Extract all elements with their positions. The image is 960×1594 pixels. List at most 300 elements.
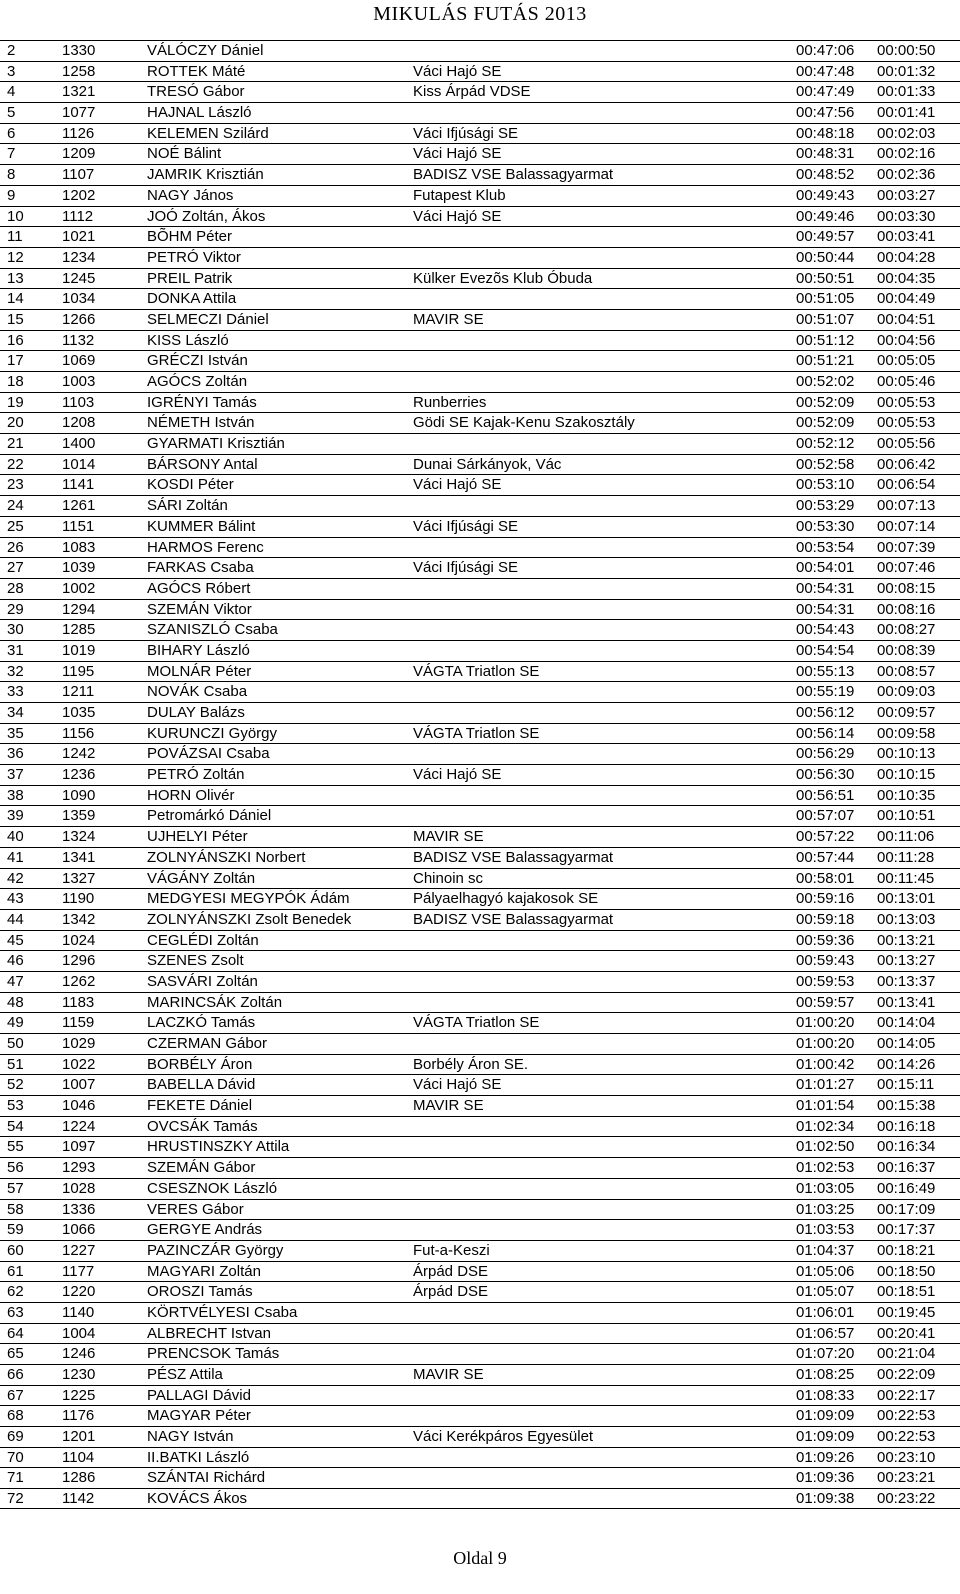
time-gap-cell: 00:05:05 [877,352,936,370]
position-cell: 13 [7,269,24,287]
runner-name-cell: OROSZI Tamás [147,1283,253,1301]
results-table [0,40,960,1509]
table-row [0,599,960,620]
table-row [0,1157,960,1178]
table-row [0,1136,960,1157]
table-row [0,764,960,785]
table-row [0,1095,960,1116]
runner-name-cell: PAZINCZÁR György [147,1241,284,1259]
club-cell: Váci Hajó SE [413,766,502,784]
bib-number-cell: 1035 [62,704,96,721]
runner-name-cell: NÉMETH István [147,414,255,432]
table-row [0,371,960,392]
time-gap-cell: 00:19:45 [877,1303,936,1321]
runner-name-cell: CSESZNOK László [147,1179,278,1197]
finish-time-cell: 00:53:10 [796,476,855,494]
time-gap-cell: 00:16:49 [877,1179,936,1197]
time-gap-cell: 00:18:51 [877,1283,936,1301]
table-row [0,950,960,971]
club-cell: MAVIR SE [413,828,484,846]
position-cell: 45 [7,931,24,949]
table-row [0,1054,960,1075]
finish-time-cell: 00:57:22 [796,828,855,846]
finish-time-cell: 00:47:06 [796,42,855,59]
table-row [0,992,960,1013]
runner-name-cell: PETRÓ Zoltán [147,766,245,784]
position-cell: 5 [7,104,16,122]
table-row [0,309,960,330]
time-gap-cell: 00:15:38 [877,1097,936,1115]
finish-time-cell: 00:51:12 [796,331,855,349]
finish-time-cell: 00:52:02 [796,373,855,390]
runner-name-cell: MOLNÁR Péter [147,662,252,680]
table-row [0,350,960,371]
table-row [0,226,960,247]
bib-number-cell: 1132 [62,331,95,349]
bib-number-cell: 1202 [62,186,96,204]
finish-time-cell: 00:52:58 [796,455,855,473]
runner-name-cell: ZOLNYÁNSZKI Zsolt Benedek [147,910,352,928]
bib-number-cell: 1069 [62,352,96,370]
bib-number-cell: 1262 [62,972,96,990]
finish-time-cell: 00:57:44 [796,848,855,866]
position-cell: 41 [7,848,24,866]
position-cell: 6 [7,124,16,142]
finish-time-cell: 01:03:05 [796,1179,855,1197]
club-cell: Árpád DSE [413,1283,489,1301]
time-gap-cell: 00:11:28 [877,848,935,866]
finish-time-cell: 00:49:46 [796,207,855,225]
bib-number-cell: 1177 [62,1262,95,1280]
bib-number-cell: 1090 [62,786,96,804]
time-gap-cell: 00:08:27 [877,621,936,639]
bib-number-cell: 1400 [62,435,96,453]
club-cell: BADISZ VSE Balassagyarmat [413,848,614,866]
bib-number-cell: 1285 [62,621,96,639]
bib-number-cell: 1083 [62,538,96,556]
finish-time-cell: 00:53:30 [796,517,855,535]
bib-number-cell: 1327 [62,869,96,887]
runner-name-cell: FEKETE Dániel [147,1097,253,1115]
position-cell: 48 [7,993,24,1011]
finish-time-cell: 00:49:57 [796,228,855,246]
club-cell: VÁGTA Triatlon SE [413,724,540,742]
runner-name-cell: MARINCSÁK Zoltán [147,993,283,1011]
club-cell: Váci Ifjúsági SE [413,559,519,577]
position-cell: 25 [7,517,24,535]
runner-name-cell: VERES Gábor [147,1200,244,1218]
runner-name-cell: DULAY Balázs [147,704,245,721]
finish-time-cell: 00:54:43 [796,621,855,639]
club-cell: Runberries [413,393,487,411]
club-cell: VÁGTA Triatlon SE [413,1014,540,1032]
table-row [0,1219,960,1240]
runner-name-cell: NAGY János [147,186,234,204]
club-cell: Gödi SE Kajak-Kenu Szakosztály [413,414,635,432]
club-cell: Chinoin sc [413,869,484,887]
runner-name-cell: CZERMAN Gábor [147,1035,268,1052]
runner-name-cell: AGÓCS Róbert [147,579,251,597]
runner-name-cell: NOVÁK Csaba [147,683,248,701]
runner-name-cell: GRÉCZI István [147,352,248,370]
position-cell: 71 [7,1469,24,1487]
time-gap-cell: 00:16:37 [877,1159,936,1177]
position-cell: 53 [7,1097,24,1115]
finish-time-cell: 01:02:53 [796,1159,855,1177]
finish-time-cell: 01:03:53 [796,1221,855,1239]
time-gap-cell: 00:04:56 [877,331,936,349]
finish-time-cell: 01:09:26 [796,1448,855,1466]
time-gap-cell: 00:17:37 [877,1221,936,1239]
club-cell: BADISZ VSE Balassagyarmat [413,910,614,928]
time-gap-cell: 00:01:33 [877,83,936,101]
table-row [0,454,960,475]
bib-number-cell: 1296 [62,952,96,970]
bib-number-cell: 1324 [62,828,96,846]
table-row [0,578,960,599]
finish-time-cell: 01:08:33 [796,1386,855,1404]
runner-name-cell: BORBÉLY Áron [147,1055,253,1073]
position-cell: 40 [7,828,24,846]
table-row [0,785,960,806]
finish-time-cell: 00:51:07 [796,310,855,328]
table-row [0,888,960,909]
time-gap-cell: 00:04:35 [877,269,936,287]
club-cell: Váci Hajó SE [413,62,502,80]
runner-name-cell: ZOLNYÁNSZKI Norbert [147,848,306,866]
position-cell: 52 [7,1076,24,1094]
finish-time-cell: 01:09:09 [796,1428,855,1446]
position-cell: 29 [7,600,24,618]
runner-name-cell: BÁRSONY Antal [147,455,258,473]
page-title: MIKULÁS FUTÁS 2013 [373,3,587,25]
runner-name-cell: MAGYARI Zoltán [147,1262,261,1280]
runner-name-cell: LACZKÓ Tamás [147,1014,256,1032]
finish-time-cell: 00:53:29 [796,497,855,515]
table-row [0,81,960,102]
position-cell: 24 [7,497,24,515]
time-gap-cell: 00:00:50 [877,42,936,59]
table-row [0,433,960,454]
position-cell: 44 [7,910,24,928]
finish-time-cell: 00:56:29 [796,745,855,763]
time-gap-cell: 00:11:06 [877,828,935,846]
time-gap-cell: 00:04:51 [877,310,936,328]
finish-time-cell: 00:56:51 [796,786,855,804]
position-cell: 43 [7,890,24,908]
finish-time-cell: 00:52:12 [796,435,855,453]
table-row [0,1116,960,1137]
position-cell: 58 [7,1200,24,1218]
runner-name-cell: KELEMEN Szilárd [147,124,269,142]
runner-name-cell: ALBRECHT Istvan [147,1324,271,1342]
runner-name-cell: MAGYAR Péter [147,1407,251,1425]
finish-time-cell: 01:00:42 [796,1055,855,1073]
runner-name-cell: JOÓ Zoltán, Ákos [147,207,266,225]
runner-name-cell: KOVÁCS Ákos [147,1490,248,1508]
table-row [0,557,960,578]
table-row [0,1302,960,1323]
table-row [0,537,960,558]
finish-time-cell: 00:56:14 [796,724,855,742]
bib-number-cell: 1294 [62,600,96,618]
club-cell: Pályaelhagyó kajakosok SE [413,890,599,908]
runner-name-cell: KURUNCZI György [147,724,278,742]
table-row [0,1074,960,1095]
club-cell: Váci Hajó SE [413,145,502,163]
position-cell: 4 [7,83,16,101]
runner-name-cell: UJHELYI Péter [147,828,248,846]
time-gap-cell: 00:05:53 [877,393,936,411]
runner-name-cell: HARMOS Ferenc [147,538,264,556]
finish-time-cell: 01:05:07 [796,1283,855,1301]
table-row [0,805,960,826]
runner-name-cell: FARKAS Csaba [147,559,254,577]
time-gap-cell: 00:03:41 [877,228,936,246]
time-gap-cell: 00:23:22 [877,1490,936,1508]
bib-number-cell: 1019 [62,641,96,659]
runner-name-cell: SZANISZLÓ Csaba [147,621,278,639]
club-cell: Árpád DSE [413,1262,489,1280]
time-gap-cell: 00:08:39 [877,641,936,659]
runner-name-cell: BÕHM Péter [147,228,233,246]
club-cell: Futapest Klub [413,186,506,204]
time-gap-cell: 00:10:35 [877,786,936,804]
table-row [0,723,960,744]
position-cell: 34 [7,704,24,721]
time-gap-cell: 00:03:27 [877,186,936,204]
bib-number-cell: 1039 [62,559,96,577]
club-cell: Váci Hajó SE [413,476,502,494]
position-cell: 61 [7,1262,24,1280]
table-row [0,847,960,868]
position-cell: 8 [7,166,16,184]
club-cell: BADISZ VSE Balassagyarmat [413,166,614,184]
finish-time-cell: 00:48:18 [796,124,855,142]
runner-name-cell: JAMRIK Krisztián [147,166,264,184]
time-gap-cell: 00:14:04 [877,1014,936,1032]
bib-number-cell: 1066 [62,1221,96,1239]
finish-time-cell: 00:53:54 [796,538,855,556]
time-gap-cell: 00:07:46 [877,559,936,577]
runner-name-cell: NAGY István [147,1428,234,1446]
finish-time-cell: 01:03:25 [796,1200,855,1218]
time-gap-cell: 00:20:41 [877,1324,936,1342]
table-row [0,1426,960,1447]
table-row [0,826,960,847]
club-cell: Dunai Sárkányok, Vác [413,455,562,473]
finish-time-cell: 00:59:36 [796,931,855,949]
position-cell: 68 [7,1407,24,1425]
position-cell: 10 [7,207,24,225]
club-cell: MAVIR SE [413,1366,484,1383]
finish-time-cell: 01:00:20 [796,1035,855,1052]
position-cell: 20 [7,414,24,432]
bib-number-cell: 1022 [62,1055,96,1073]
table-row [0,681,960,702]
table-row [0,1199,960,1220]
club-cell: MAVIR SE [413,1097,484,1115]
finish-time-cell: 01:01:54 [796,1097,855,1115]
time-gap-cell: 00:07:39 [877,538,936,556]
bib-number-cell: 1176 [62,1407,95,1425]
table-row [0,1178,960,1199]
bib-number-cell: 1195 [62,662,95,680]
table-row [0,61,960,82]
runner-name-cell: PÉSZ Attila [147,1366,223,1383]
table-row [0,1447,960,1468]
finish-time-cell: 01:06:57 [796,1324,855,1342]
runner-name-cell: DONKA Attila [147,290,237,308]
time-gap-cell: 00:03:30 [877,207,936,225]
position-cell: 54 [7,1117,24,1135]
club-cell: Fut-a-Keszi [413,1241,490,1259]
finish-time-cell: 00:59:57 [796,993,855,1011]
table-row [0,247,960,268]
finish-time-cell: 01:06:01 [796,1303,855,1321]
table-row [0,1405,960,1426]
table-row [0,1240,960,1261]
table-row [0,743,960,764]
runner-name-cell: VÁGÁNY Zoltán [147,869,256,887]
time-gap-cell: 00:07:14 [877,517,936,535]
finish-time-cell: 00:54:54 [796,641,855,659]
bib-number-cell: 1141 [62,476,95,494]
bib-number-cell: 1151 [62,517,95,535]
table-row [0,1343,960,1364]
bib-number-cell: 1003 [62,373,96,390]
table-row [0,909,960,930]
finish-time-cell: 00:52:09 [796,414,855,432]
position-cell: 19 [7,393,24,411]
bib-number-cell: 1190 [62,890,95,908]
position-cell: 65 [7,1345,24,1363]
runner-name-cell: MEDGYESI MEGYPÓK Ádám [147,890,350,908]
table-row [0,143,960,164]
finish-time-cell: 00:47:56 [796,104,855,122]
finish-time-cell: 00:54:01 [796,559,855,577]
table-row [0,123,960,144]
bib-number-cell: 1126 [62,124,95,142]
table-row [0,288,960,309]
bib-number-cell: 1209 [62,145,96,163]
runner-name-cell: HRUSTINSZKY Attila [147,1138,290,1156]
table-row [0,412,960,433]
time-gap-cell: 00:01:32 [877,62,936,80]
time-gap-cell: 00:17:09 [877,1200,936,1218]
table-row [0,1488,960,1509]
bib-number-cell: 1286 [62,1469,96,1487]
position-cell: 11 [7,228,23,246]
position-cell: 35 [7,724,24,742]
club-cell: Külker Evezõs Klub Óbuda [413,269,593,287]
position-cell: 56 [7,1159,24,1177]
bib-number-cell: 1341 [62,848,96,866]
position-cell: 55 [7,1138,24,1156]
bib-number-cell: 1208 [62,414,96,432]
table-row [0,206,960,227]
bib-number-cell: 1258 [62,62,96,80]
finish-time-cell: 00:48:52 [796,166,855,184]
bib-number-cell: 1359 [62,807,96,825]
runner-name-cell: Petromárkó Dániel [147,807,272,825]
bib-number-cell: 1002 [62,579,96,597]
time-gap-cell: 00:23:21 [877,1469,936,1487]
finish-time-cell: 00:51:05 [796,290,855,308]
bib-number-cell: 1159 [62,1014,95,1032]
runner-name-cell: II.BATKI László [147,1448,250,1466]
finish-time-cell: 00:52:09 [796,393,855,411]
finish-time-cell: 00:57:07 [796,807,855,825]
runner-name-cell: SÁRI Zoltán [147,497,228,515]
time-gap-cell: 00:10:51 [877,807,936,825]
bib-number-cell: 1156 [62,724,95,742]
runner-name-cell: GERGYE András [147,1221,263,1239]
bib-number-cell: 1245 [62,269,96,287]
finish-time-cell: 01:00:20 [796,1014,855,1032]
time-gap-cell: 00:22:53 [877,1407,936,1425]
bib-number-cell: 1029 [62,1035,96,1052]
finish-time-cell: 00:54:31 [796,600,855,618]
time-gap-cell: 00:08:16 [877,600,936,618]
runner-name-cell: NOÉ Bálint [147,145,222,163]
time-gap-cell: 00:02:16 [877,145,936,163]
table-row [0,1281,960,1302]
time-gap-cell: 00:13:03 [877,910,936,928]
time-gap-cell: 00:15:11 [877,1076,935,1094]
finish-time-cell: 00:56:30 [796,766,855,784]
time-gap-cell: 00:01:41 [877,104,936,122]
position-cell: 27 [7,559,24,577]
club-cell: Kiss Árpád VDSE [413,83,531,101]
finish-time-cell: 00:55:13 [796,662,855,680]
bib-number-cell: 1034 [62,290,96,308]
finish-time-cell: 01:07:20 [796,1345,855,1363]
time-gap-cell: 00:13:27 [877,952,936,970]
bib-number-cell: 1225 [62,1386,96,1404]
position-cell: 39 [7,807,24,825]
time-gap-cell: 00:06:42 [877,455,936,473]
runner-name-cell: GYARMATI Krisztián [147,435,285,453]
position-cell: 17 [7,352,24,370]
time-gap-cell: 00:09:03 [877,683,936,701]
finish-time-cell: 01:01:27 [796,1076,855,1094]
time-gap-cell: 00:08:15 [877,579,936,597]
page-number: Oldal 9 [453,1548,507,1568]
runner-name-cell: PETRÓ Viktor [147,248,241,266]
club-cell: Váci Ifjúsági SE [413,517,519,535]
table-row [0,185,960,206]
bib-number-cell: 1107 [62,166,95,184]
finish-time-cell: 01:05:06 [796,1262,855,1280]
position-cell: 32 [7,662,24,680]
time-gap-cell: 00:04:28 [877,248,936,266]
time-gap-cell: 00:16:18 [877,1117,936,1135]
time-gap-cell: 00:09:58 [877,724,936,742]
position-cell: 49 [7,1014,24,1032]
finish-time-cell: 00:56:12 [796,704,855,721]
position-cell: 14 [7,290,24,308]
time-gap-cell: 00:13:01 [877,890,936,908]
runner-name-cell: SZEMÁN Viktor [147,600,252,618]
position-cell: 69 [7,1428,24,1446]
position-cell: 28 [7,579,24,597]
runner-name-cell: KUMMER Bálint [147,517,256,535]
finish-time-cell: 01:09:36 [796,1469,855,1487]
bib-number-cell: 1321 [62,83,96,101]
bib-number-cell: 1220 [62,1283,96,1301]
table-row [0,1467,960,1488]
